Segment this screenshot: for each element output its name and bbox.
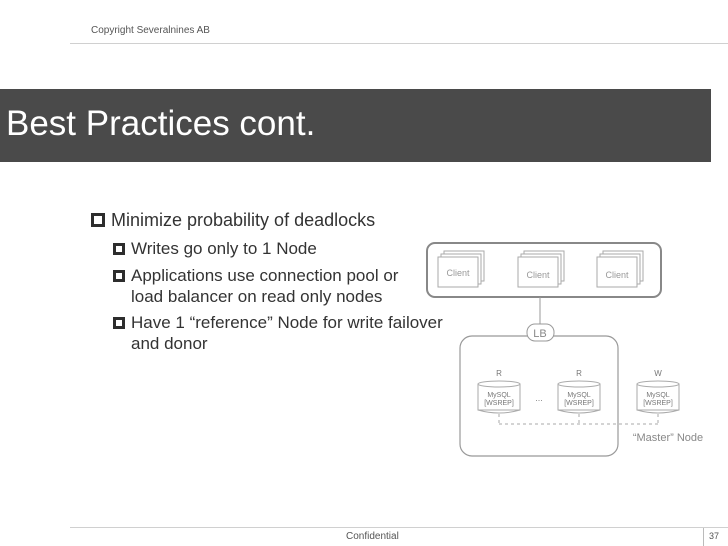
copyright-text: Copyright Severalnines AB: [91, 25, 210, 36]
node-role: W: [654, 369, 662, 378]
page-number: 37: [709, 531, 720, 541]
mysql-node-3: [637, 369, 679, 413]
bullet-sub-2-line2: load balancer on read only nodes: [131, 287, 383, 306]
node-line1: MySQL: [567, 392, 591, 399]
master-node-label: “Master” Node: [632, 432, 704, 444]
bullet-sub-1-text: Writes go only to 1 Node: [131, 239, 317, 258]
node-line2: [WSREP]: [484, 400, 514, 407]
client-label: Client: [446, 268, 470, 278]
node-role: R: [496, 369, 502, 378]
node-line2: [WSREP]: [643, 400, 673, 407]
confidential-label: Confidential: [346, 531, 399, 542]
bullet-sub-3-line2: and donor: [131, 334, 208, 353]
lb-label: LB: [533, 328, 547, 340]
client-label: Client: [526, 270, 550, 280]
node-line2: [WSREP]: [564, 400, 594, 407]
slide-title: Best Practices cont.: [6, 104, 316, 143]
node-line1: MySQL: [487, 392, 511, 399]
client-stack-2: [518, 251, 564, 287]
footer-divider: [70, 527, 728, 528]
node-role: R: [576, 369, 582, 378]
ellipsis: ...: [535, 393, 543, 403]
client-stack-3: [597, 251, 643, 287]
client-stack-1: [438, 251, 484, 287]
client-label: Client: [605, 270, 629, 280]
page-number-divider: [703, 528, 704, 546]
bullet-sub-2-line1: Applications use connection pool or: [131, 266, 399, 285]
bullet-main-text: Minimize probability of deadlocks: [111, 210, 376, 230]
node-line1: MySQL: [646, 392, 670, 399]
bullet-sub-3-line1: Have 1 “reference” Node for write failover: [131, 313, 443, 332]
